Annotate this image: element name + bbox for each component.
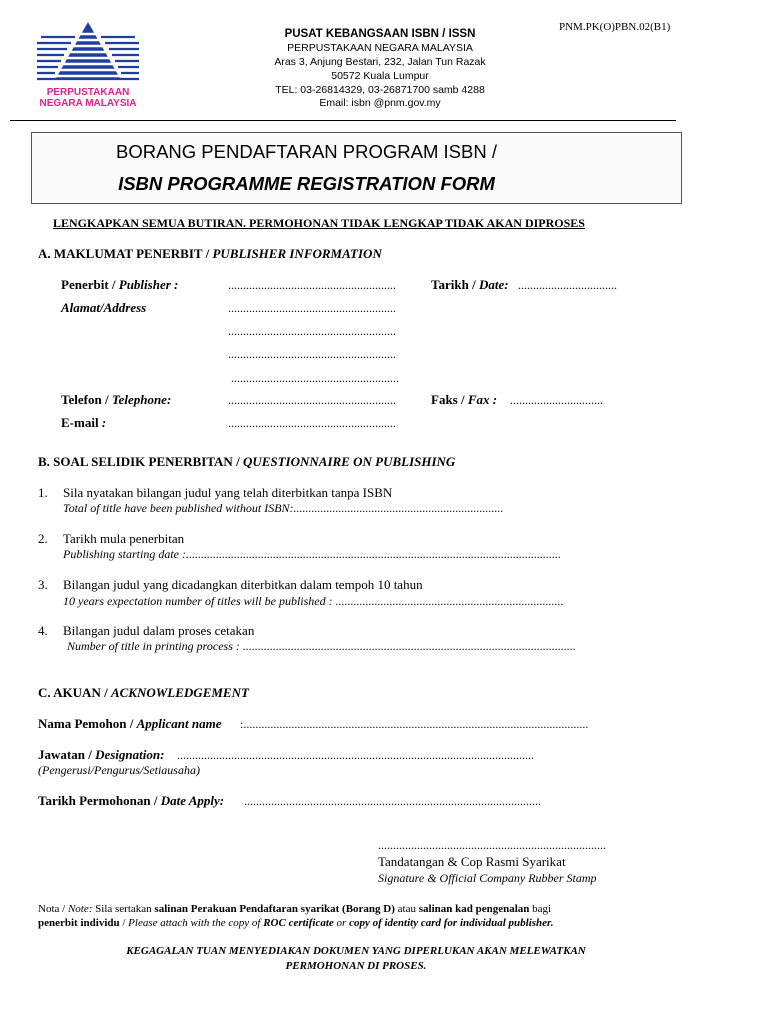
q2-number: 2.	[38, 531, 48, 546]
q3-number: 3.	[38, 577, 48, 592]
header-address2: 50572 Kuala Lumpur	[331, 70, 429, 82]
signature-field[interactable]: ............................................................................	[378, 838, 606, 852]
q3-field[interactable]: 10 years expectation number of titles will be published : ............................................................................	[63, 594, 564, 608]
q2-field[interactable]: Publishing starting date :.............................................................................................................................	[63, 547, 561, 561]
logo-text-line2: NEGARA MALAYSIA	[39, 98, 137, 109]
form-code: PNM.PK(O)PBN.02(B1)	[559, 21, 671, 33]
q1-text: Sila nyatakan bilangan judul yang telah diterbitkan tanpa ISBN	[63, 485, 393, 500]
address-field-2[interactable]: ........................................................	[228, 324, 396, 338]
header-address1: Aras 3, Anjung Bestari, 232, Jalan Tun Razak	[274, 56, 486, 68]
fax-label: Faks / Fax :	[431, 392, 498, 407]
address-field-4[interactable]: ........................................................	[231, 371, 399, 385]
warning-line2: PERMOHONAN DI PROSES.	[285, 960, 427, 972]
title-box	[31, 132, 682, 204]
warning-line1: KEGAGALAN TUAN MENYEDIAKAN DOKUMEN YANG DIPERLUKAN AKAN MELEWATKAN	[126, 945, 586, 957]
logo-text-line1: PERPUSTAKAAN	[46, 87, 130, 98]
q4-text: Bilangan judul dalam proses cetakan	[63, 623, 255, 638]
date-apply-field[interactable]: ...................................................................................................	[244, 794, 541, 808]
signature-label: Tandatangan & Cop Rasmi Syarikat	[378, 854, 566, 869]
date-apply-label: Tarikh Permohonan / Date Apply:	[38, 793, 225, 808]
header-email: Email: isbn @pnm.gov.my	[319, 97, 441, 109]
designation-field[interactable]: .......................................................................................................................	[177, 748, 534, 762]
title-line1: BORANG PENDAFTARAN PROGRAM ISBN /	[115, 141, 497, 162]
title-line2: ISBN PROGRAMME REGISTRATION FORM	[118, 173, 495, 194]
header-sub: PERPUSTAKAAN NEGARA MALAYSIA	[287, 42, 473, 54]
note-line1: Nota / Note: Sila sertakan salinan Perakuan Pendaftaran syarikat (Borang D) atau salinan kad pengenalan bagi	[38, 903, 552, 915]
q4-number: 4.	[38, 623, 48, 638]
instruction: LENGKAPKAN SEMUA BUTIRAN. PERMOHONAN TIDAK LENGKAP TIDAK AKAN DIPROSES	[53, 216, 585, 230]
publisher-field[interactable]: ........................................................	[228, 278, 396, 292]
signature-label-en: Signature & Official Company Rubber Stamp	[378, 871, 597, 885]
email-label: E-mail :	[61, 415, 107, 430]
designation-hint: (Pengerusi/Pengurus/Setiausaha)	[38, 763, 200, 777]
q1-number: 1.	[38, 485, 48, 500]
pnm-logo	[33, 20, 143, 109]
phone-label: Telefon / Telephone:	[61, 392, 172, 407]
fax-field[interactable]: ...............................	[510, 393, 603, 407]
date-label: Tarikh / Date:	[431, 277, 509, 292]
section-a-heading: A. MAKLUMAT PENERBIT / PUBLISHER INFORMATION	[38, 246, 382, 261]
q4-field[interactable]: Number of title in printing process : ...............................................................................................................	[67, 639, 576, 653]
date-field[interactable]: .................................	[518, 278, 617, 292]
phone-field[interactable]: ........................................................	[228, 393, 396, 407]
header-divider	[10, 120, 676, 121]
address-label: Alamat/Address	[61, 300, 147, 315]
applicant-name-field[interactable]: :...................................................................................................................	[240, 717, 589, 731]
pnm-logo-mark	[33, 20, 143, 82]
section-c-heading: C. AKUAN / ACKNOWLEDGEMENT	[38, 685, 249, 700]
designation-label: Jawatan / Designation:	[38, 747, 165, 762]
applicant-name-label: Nama Pemohon / Applicant name	[38, 716, 222, 731]
q3-text: Bilangan judul yang dicadangkan diterbitkan dalam tempoh 10 tahun	[63, 577, 423, 592]
section-b-heading: B. SOAL SELIDIK PENERBITAN / QUESTIONNAIRE ON PUBLISHING	[38, 454, 456, 469]
q2-text: Tarikh mula penerbitan	[63, 531, 185, 546]
header-org: PUSAT KEBANGSAAN ISBN / ISSN	[284, 28, 476, 40]
email-field[interactable]: ........................................................	[228, 416, 396, 430]
address-field-1[interactable]: ........................................................	[228, 301, 396, 315]
address-field-3[interactable]: ........................................................	[228, 347, 396, 361]
note-line2: penerbit individu / Please attach with the copy of ROC certificate or copy of identity card for individual publisher.	[38, 917, 554, 929]
publisher-label: Penerbit / Publisher :	[61, 277, 179, 292]
header-tel: TEL: 03-26814329, 03-26871700 samb 4288	[275, 84, 485, 96]
q1-field[interactable]: Total of title have been published without ISBN:......................................................................	[63, 501, 504, 515]
